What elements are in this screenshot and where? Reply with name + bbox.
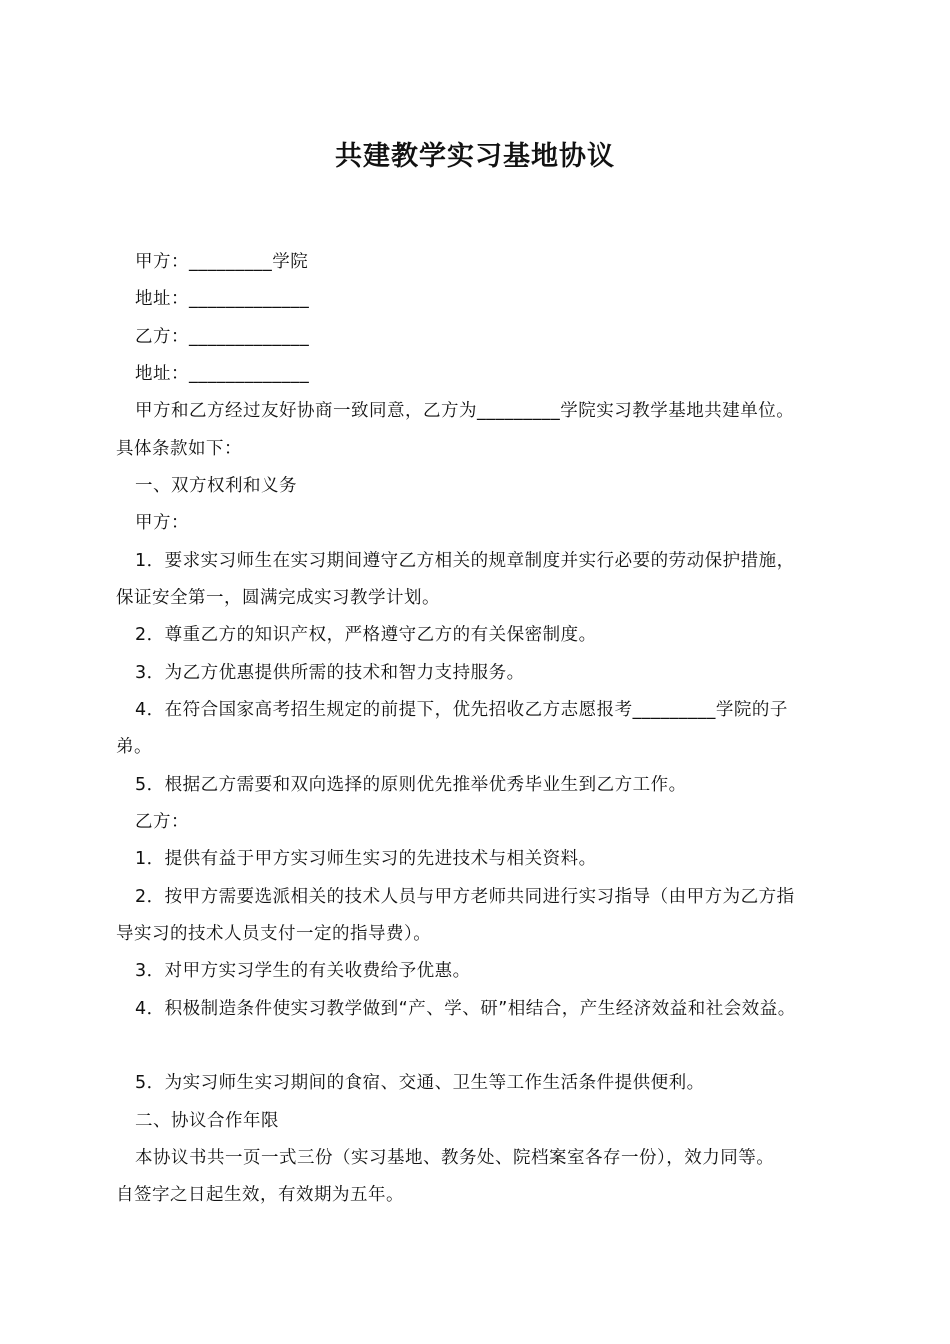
clause-line: 2．按甲方需要选派相关的技术人员与甲方老师共同进行实习指导（由甲方为乙方指 bbox=[135, 887, 795, 907]
clause-line: 保证安全第一，圆满完成实习教学计划。 bbox=[116, 588, 440, 608]
document-title: 共建教学实习基地协议 bbox=[335, 141, 615, 172]
clause-line: 4．在符合国家高考招生规定的前提下，优先招收乙方志愿报考_________学院的子 bbox=[135, 700, 788, 720]
party-a-name: 甲方：_________学院 bbox=[135, 252, 309, 272]
clause-line: 1．要求实习师生在实习期间遵守乙方相关的规章制度并实行必要的劳动保护措施， bbox=[135, 551, 795, 571]
intro-paragraph-line: 甲方和乙方经过友好协商一致同意，乙方为_________学院实习教学基地共建单位。 bbox=[135, 401, 795, 421]
term-paragraph-line: 本协议书共一页一式三份（实习基地、教务处、院档案室各存一份），效力同等。 bbox=[135, 1148, 775, 1168]
clause-line: 5．为实习师生实习期间的食宿、交通、卫生等工作生活条件提供便利。 bbox=[135, 1073, 705, 1093]
subsection-heading: 甲方： bbox=[135, 513, 189, 533]
section-heading: 一、双方权利和义务 bbox=[135, 476, 297, 496]
party-a-address: 地址：_____________ bbox=[135, 289, 310, 309]
term-paragraph-line: 自签字之日起生效，有效期为五年。 bbox=[116, 1185, 404, 1205]
clause-line: 2．尊重乙方的知识产权，严格遵守乙方的有关保密制度。 bbox=[135, 625, 597, 645]
party-b-address: 地址：_____________ bbox=[135, 364, 310, 384]
clause-line: 3．对甲方实习学生的有关收费给予优惠。 bbox=[135, 961, 471, 981]
intro-paragraph-line: 具体条款如下： bbox=[116, 439, 242, 459]
clause-line: 5．根据乙方需要和双向选择的原则优先推举优秀毕业生到乙方工作。 bbox=[135, 775, 687, 795]
subsection-heading: 乙方： bbox=[135, 812, 189, 832]
clause-line: 弟。 bbox=[116, 737, 152, 757]
clause-line: 3．为乙方优惠提供所需的技术和智力支持服务。 bbox=[135, 663, 525, 683]
clause-line: 4．积极制造条件使实习教学做到“产、学、研”相结合，产生经济效益和社会效益。 bbox=[135, 999, 796, 1019]
clause-line: 导实习的技术人员支付一定的指导费）。 bbox=[116, 924, 432, 944]
section-heading: 二、协议合作年限 bbox=[135, 1111, 279, 1131]
clause-line: 1．提供有益于甲方实习师生实习的先进技术与相关资料。 bbox=[135, 849, 597, 869]
party-b-name: 乙方：_____________ bbox=[135, 327, 310, 347]
